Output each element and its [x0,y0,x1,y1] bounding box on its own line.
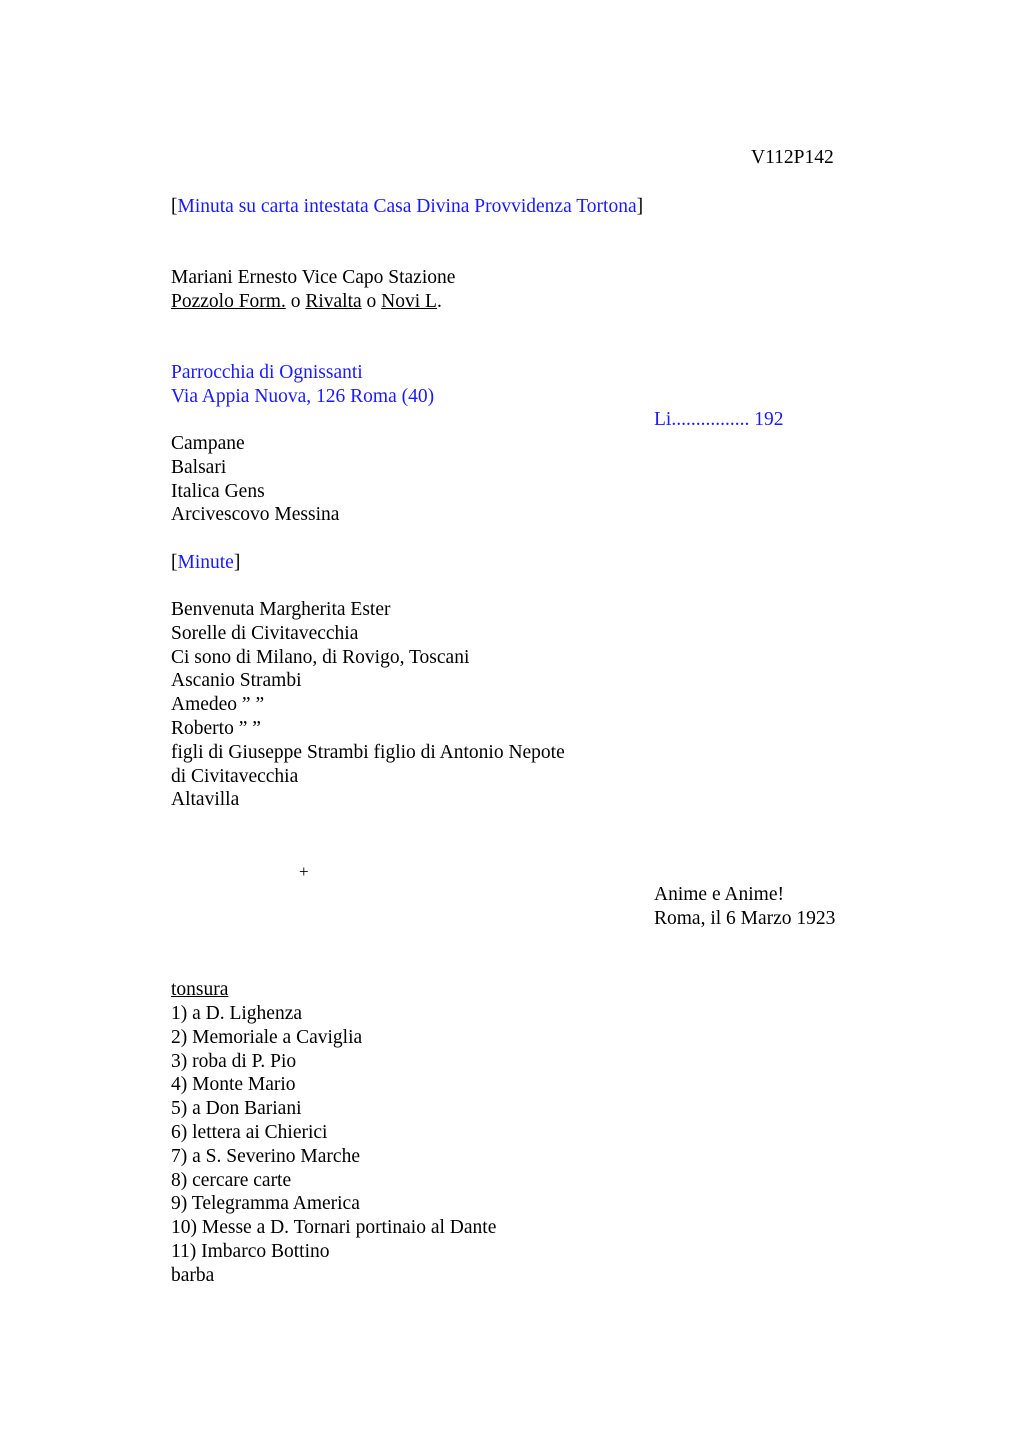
list-item: Roberto ” ” [171,717,261,739]
editorial-note-text: Minuta su carta intestata Casa Divina Provvidenza Tortona [177,196,637,217]
address-places [171,290,442,314]
editorial-note [171,195,643,219]
list-item: Sorelle di Civitavecchia [171,622,359,644]
address-line: Mariani Ernesto Vice Capo Stazione [171,267,456,288]
list-item: barba [171,1264,215,1286]
reference-code: V112P142 [751,147,834,168]
list-item: 1) a D. Lighenza [171,1003,303,1024]
list-item: 9) Telegramma America [171,1193,360,1215]
list-item: 4) Monte Mario [171,1074,296,1096]
bracket-close: ] [233,552,241,573]
period: . [436,291,442,312]
minute-list [171,598,565,812]
letterhead-parish: Parrocchia di Ognissanti [171,362,363,383]
bracket-open: [ [171,552,178,573]
cross-symbol: + [299,862,309,881]
list-item: Altavilla [171,789,240,811]
list-item: 3) roba di P. Pio [171,1050,297,1072]
list-item: Benvenuta Margherita Ester [171,599,391,620]
todo-list [171,1002,496,1288]
list-item: 7) a S. Severino Marche [171,1145,360,1167]
list-item: 6) lettera ai Chierici [171,1121,328,1143]
list-item: 8) cercare carte [171,1169,292,1191]
names-list [171,432,339,527]
list-item: 5) a Don Bariani [171,1098,302,1120]
place-novi: Novi L [381,291,437,312]
list-item: Balsari [171,456,227,478]
list-item: 10) Messe a D. Tornari portinaio al Dante [171,1217,497,1239]
separator: o [285,291,306,312]
todo-title: tonsura [171,979,229,1000]
list-item: Arcivescovo Messina [171,504,340,526]
list-item: 11) Imbarco Bottino [171,1240,330,1262]
list-item: Amedeo ” ” [171,694,265,716]
list-item: 2) Memoriale a Caviglia [171,1026,363,1048]
minute-label-text: Minute [177,552,234,573]
bracket-close: ] [636,196,644,217]
minute-label [171,551,240,575]
letterhead-address: Via Appia Nuova, 126 Roma (40) [171,386,435,407]
list-item: di Civitavecchia [171,765,299,787]
place-rivalta: Rivalta [305,291,362,312]
list-item: Ci sono di Milano, di Rovigo, Toscani [171,646,470,668]
list-item: Campane [171,433,245,454]
date-line: Roma, il 6 Marzo 1923 [654,908,836,929]
list-item: Italica Gens [171,480,265,502]
separator: o [361,291,382,312]
bracket-open: [ [171,196,178,217]
list-item: Ascanio Strambi [171,670,302,692]
motto: Anime e Anime! [654,884,784,905]
list-item: figli di Giuseppe Strambi figlio di Antonio Nepote [171,741,565,763]
letterhead-date-field: Li................ 192 [654,409,784,430]
place-pozzolo: Pozzolo Form. [171,291,286,312]
